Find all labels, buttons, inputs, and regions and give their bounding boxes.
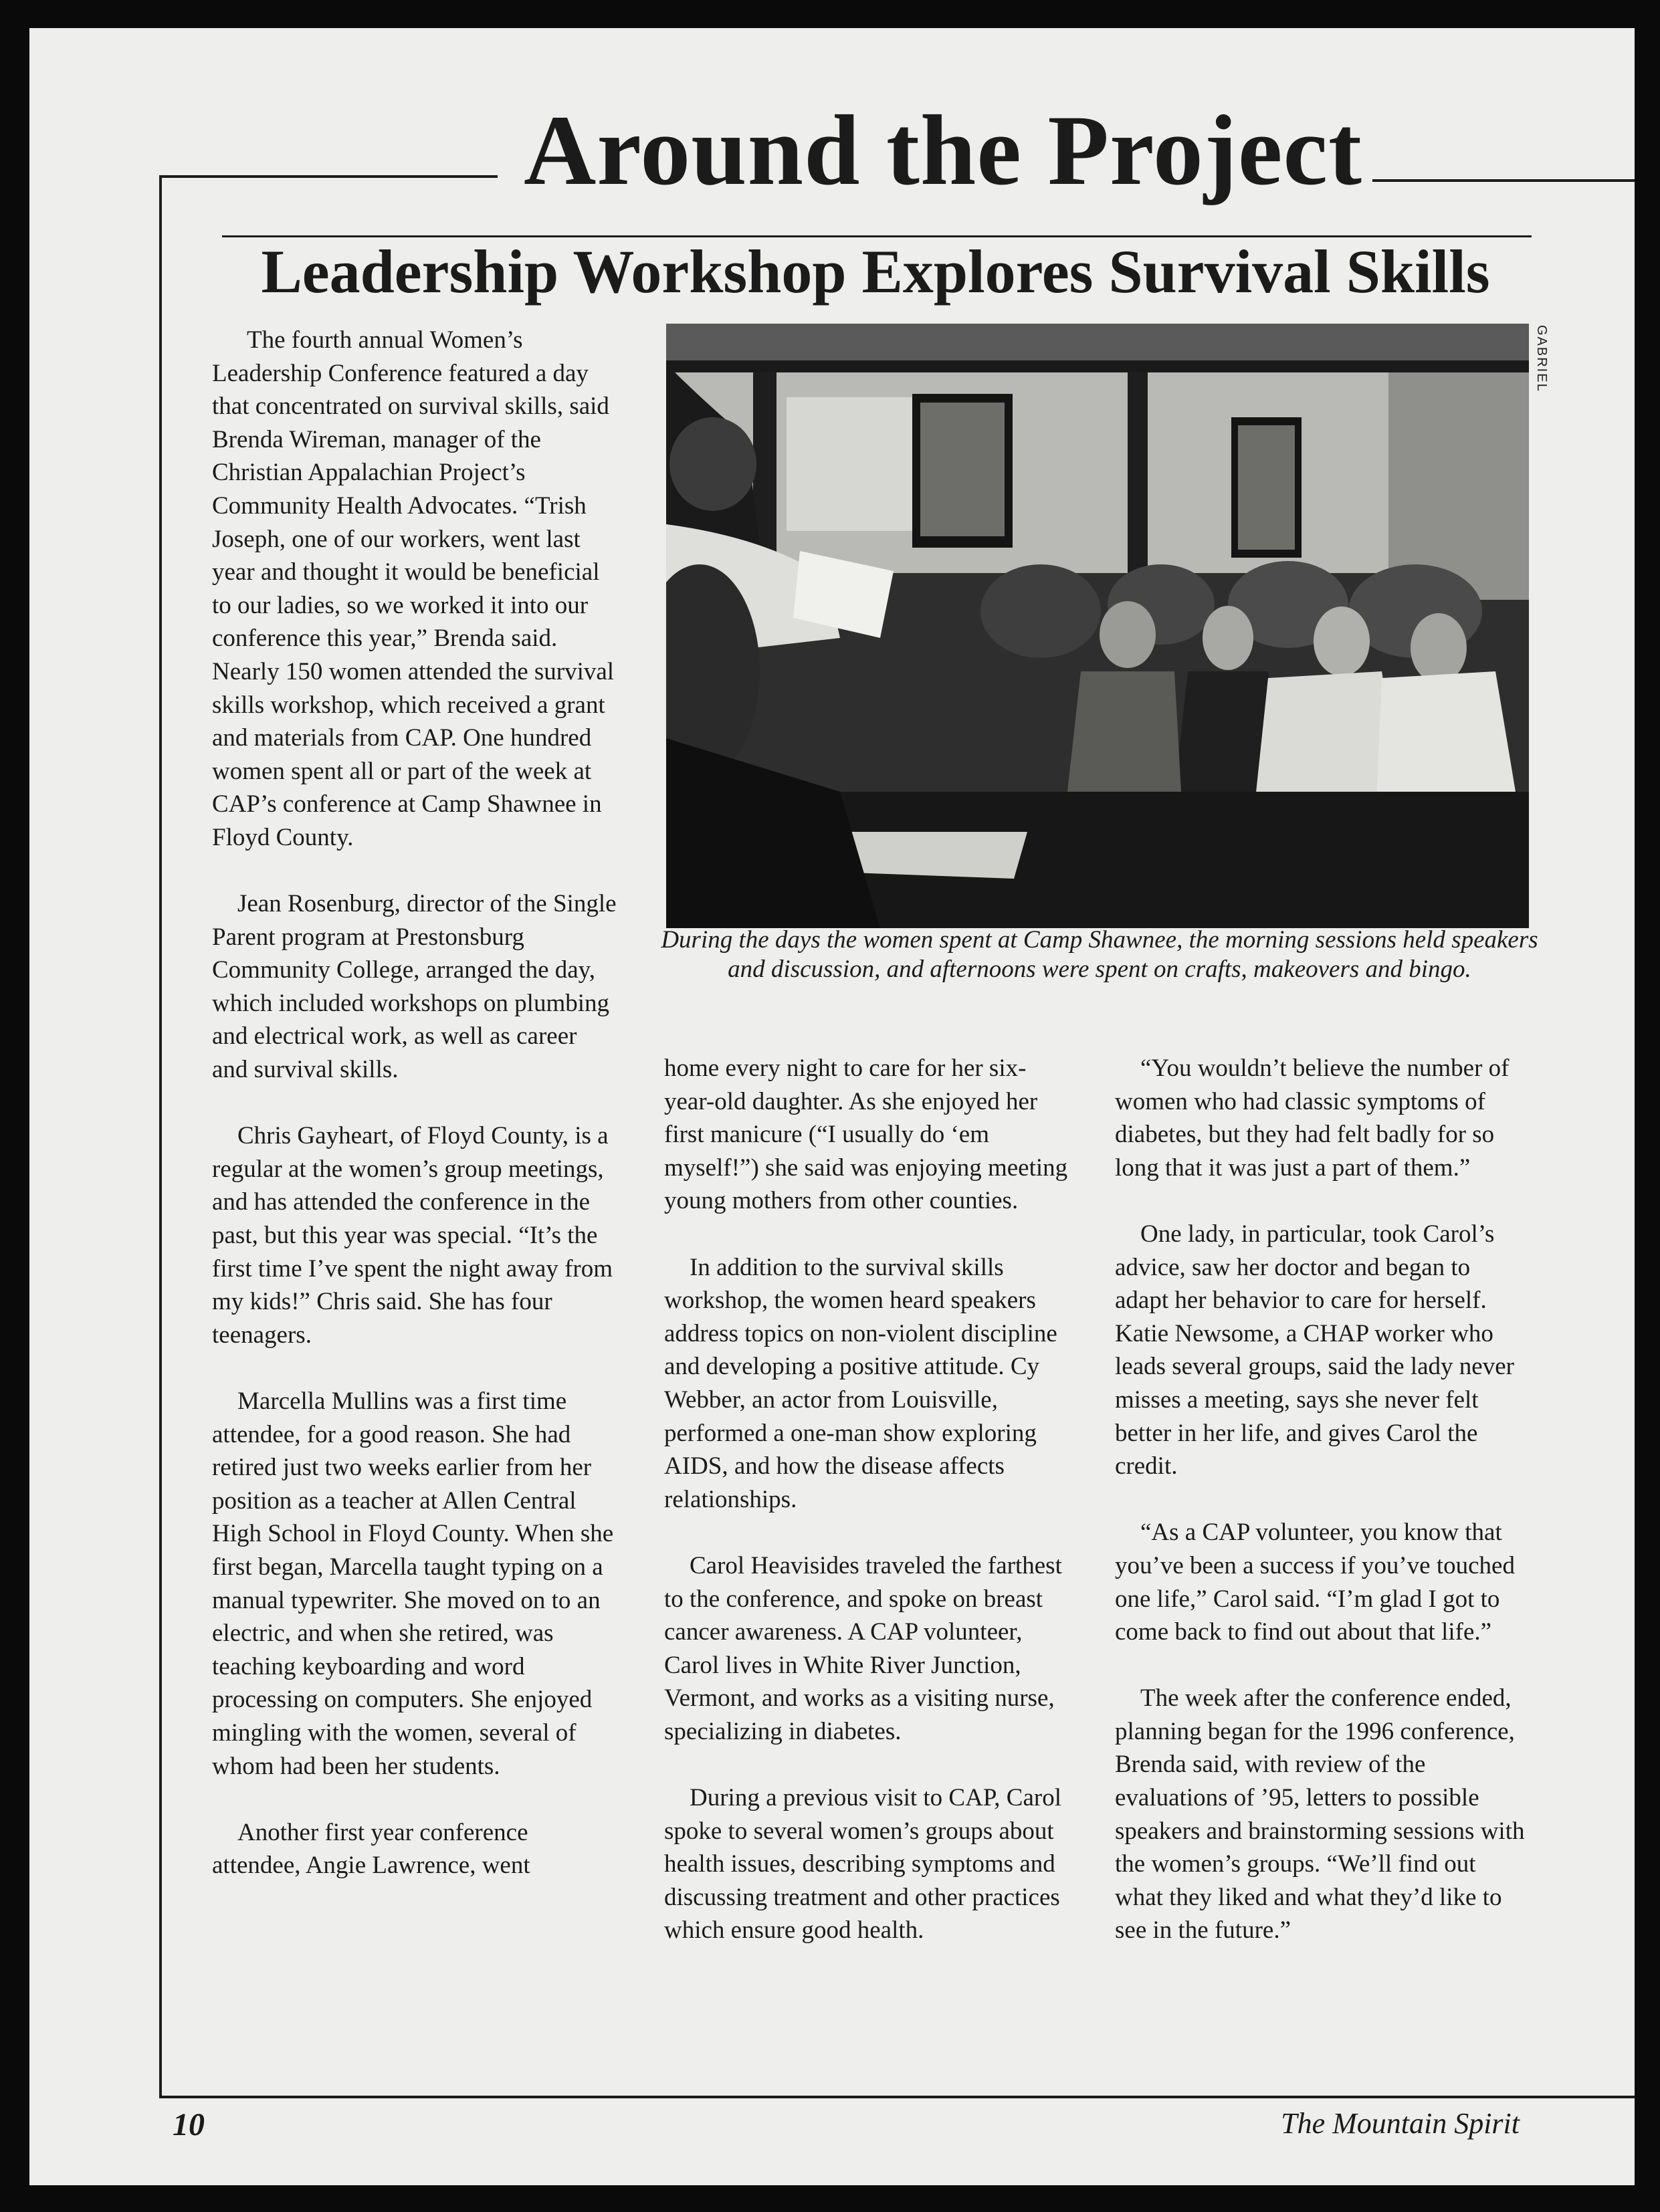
paragraph: The week after the conference ended, planning began for the 1996 conference, Brenda said, with review of the evaluations of ’95, letters to possible speakers and brainstorming sessions with the women’s groups. “We’ll find out what they liked and what they’d like to see in the future.” [1115, 1684, 1525, 1945]
workshop-photo [666, 324, 1529, 928]
frame-rule-bottom [159, 2096, 1635, 2098]
paragraph: Carol Heavisides traveled the farthest to the conference, and spoke on breast cancer awareness. A CAP volunteer, Carol lives in White River Junction, Vermont, and works as a visiting nurse, specializing in diabetes. [664, 1551, 1062, 1745]
paragraph: Marcella Mullins was a first time attendee, for a good reason. She had retired just two weeks earlier from her position as a teacher at Allen Central High School in Floyd County. When she first began, Marcella taught typing on a manual typewriter. She moved on to an electric, and when she retired, was teaching keyboarding and word processing on computers. She enjoyed mingling with the women, several of whom had been her students. [212, 1388, 614, 1780]
page-number: 10 [173, 2107, 205, 2142]
paragraph: Jean Rosenburg, director of the Single Parent program at Prestonsburg Community College, arranged the day, which included workshops on plumbing and electrical work, as well as career and survival skills. [212, 890, 617, 1084]
photo-credit: GABRIEL [1534, 325, 1549, 393]
photo-caption: During the days the women spent at Camp Shawnee, the morning sessions held speakers and discussion, and afternoons were spent on crafts, makeovers and bingo. [661, 926, 1538, 983]
paragraph: One lady, in particular, took Carol’s advice, saw her doctor and began to adapt her behavior to care for herself. Katie Newsome, a CHAP worker who leads several groups, said the lady never misses a meeting, says she never felt better in her life, and gives Carol the credit. [1115, 1220, 1514, 1480]
paragraph: Chris Gayheart, of Floyd County, is a regular at the women’s group meetings, and has attended the conference in the past, but this year was special. “It’s the first time I’ve spent the night away from my kids!” Chris said. She has four teenagers. [212, 1122, 613, 1349]
paragraph: Another first year conference attendee, Angie Lawrence, went [212, 1818, 530, 1880]
paragraph: “As a CAP volunteer, you know that you’ve been a success if you’ve touched one life,” Carol said. “I’m glad I got to come back to find out about that life.” [1115, 1519, 1515, 1646]
article-column-3 [1115, 1052, 1526, 1981]
article-column-2 [664, 1052, 1072, 1981]
frame-rule-left [159, 175, 162, 2098]
paragraph: In addition to the survival skills workshop, the women heard speakers address topics on non-violent discipline and developing a positive attitude. Cy Webber, an actor from Louisville, performed a one-man show exploring AIDS, and how the disease affects relationships. [664, 1253, 1057, 1513]
paragraph: “You wouldn’t believe the number of women who had classic symptoms of diabetes, but they had felt badly for so long that it was just a part of them.” [1115, 1055, 1510, 1182]
frame-rule-top-right [1372, 179, 1635, 182]
article-column-1 [212, 324, 617, 1916]
section-title: Around the Project [524, 95, 1362, 206]
paragraph: The fourth annual Women’s Leadership Conference featured a day that concentrated on survival skills, said Brenda Wireman, manager of the Christian Appalachian Project’s Community Health Advocates. “Trish Joseph, one of our workers, went last year and thought it would be beneficial to our ladies, so we worked it into our conference this year,” Brenda said. Nearly 150 women attended the survival skills workshop, which received a grant and materials from CAP. One hundred women spent all or part of the week at CAP’s conference at Camp Shawnee in Floyd County. [212, 326, 615, 851]
paragraph: home every night to care for her six-year-old daughter. As she enjoyed her first manicure (“I usually do ‘em myself!”) she said was enjoying meeting young mothers from other counties. [664, 1055, 1068, 1215]
publication-name: The Mountain Spirit [1281, 2107, 1520, 2140]
frame-rule-top-left [159, 175, 498, 178]
article-headline: Leadership Workshop Explores Survival Skills [261, 237, 1490, 306]
paragraph: During a previous visit to CAP, Carol spoke to several women’s groups about health issues, describing symptoms and discussing treatment and other practices which ensure good health. [664, 1784, 1062, 1945]
photo-illustration [666, 324, 1529, 928]
